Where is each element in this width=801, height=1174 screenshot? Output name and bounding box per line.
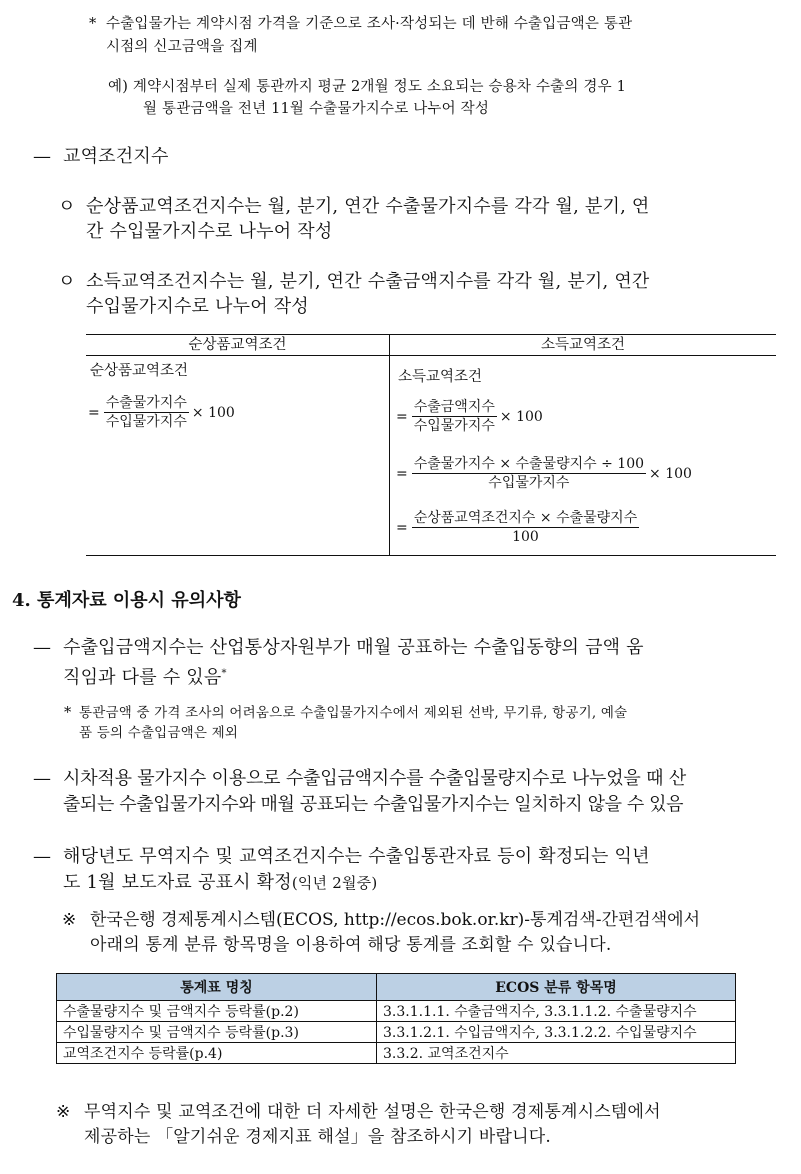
bottom-mark: ※: [56, 1102, 71, 1122]
table-cell: 수입물량지수 및 금액지수 등락률(p.3): [57, 1022, 377, 1043]
bottom-line2: 제공하는 「알기쉬운 경제지표 해설」을 참조하시기 바랍니다.: [84, 1127, 551, 1147]
ref-line2: 아래의 통계 분류 항목명을 이용하여 해당 통계를 조회할 수 있습니다.: [90, 935, 612, 955]
bullet2-line1: 소득교역조건지수는 월, 분기, 연간 수출금액지수를 각각 월, 분기, 연간: [86, 271, 650, 292]
formula-table: [86, 334, 776, 556]
table-row: [57, 1001, 736, 1022]
item3-line2: [63, 869, 377, 897]
item2-line1: 시차적용 물가지수 이용으로 수출입금액지수를 수출입물량지수로 나누었을 때 산: [63, 768, 687, 789]
dash: —: [33, 768, 52, 789]
item1-line2-text: 직임과 다를 수 있음: [63, 667, 222, 688]
table-header-cell: ECOS 분류 항목명: [377, 974, 736, 1001]
dash: —: [33, 637, 52, 658]
times-100: × 100: [499, 408, 543, 425]
equals-sign: =: [396, 465, 408, 482]
header-right: 소득교역조건: [540, 337, 626, 353]
reference-mark: ※: [62, 910, 77, 930]
note-star: *: [64, 705, 72, 721]
item3-line1: 해당년도 무역지수 및 교역조건지수는 수출입통관자료 등이 확정되는 익년: [63, 846, 650, 867]
dash: —: [33, 846, 52, 867]
top-note-line1: 수출입물가는 계약시점 가격을 기준으로 조사·작성되는 데 반해 수출입금액은 통관: [106, 16, 633, 32]
stat-table: [56, 973, 736, 1064]
example-line2: 월 통관금액을 전년 11월 수출물가지수로 나누어 작성: [143, 101, 490, 117]
item2-line2: 출되는 수출입물가지수와 매월 공표되는 수출입물가지수는 일치하지 않을 수 있음: [63, 794, 684, 815]
top-note-star: *: [89, 16, 97, 32]
table-cell: 3.3.1.2.1. 수입금액지수, 3.3.1.2.2. 수입물량지수: [377, 1022, 736, 1043]
r3-numerator: 순상품교역조건지수 × 수출물량지수: [413, 510, 638, 526]
right-formula-3: [396, 509, 639, 546]
bullet2-line2: 수입물가지수로 나누어 작성: [86, 296, 309, 317]
section-dash: —: [33, 146, 52, 167]
times-100: × 100: [649, 465, 692, 482]
right-formula-1: [396, 398, 543, 435]
r2-denominator: 수입물가지수: [488, 475, 570, 491]
table-cell: 수출물량지수 및 금액지수 등락률(p.2): [57, 1001, 377, 1022]
table-row: [57, 1043, 736, 1064]
table-header-row: [57, 974, 736, 1001]
section4-title: 4. 통계자료 이용시 유의사항: [12, 590, 241, 611]
item1-line1: 수출입금액지수는 산업통상자원부가 매월 공표하는 수출입동향의 금액 움: [63, 637, 644, 658]
item1-line2: [63, 660, 227, 691]
right-label: 소득교역조건: [398, 369, 483, 385]
equals-sign: =: [88, 404, 100, 421]
table-header-cell: 통계표 명칭: [57, 974, 377, 1001]
r1-numerator: 수출금액지수: [413, 399, 495, 415]
item3-line2-text: 도 1월 보도자료 공표시 확정: [63, 872, 292, 893]
item1-note-line2: 품 등의 수출입금액은 제외: [79, 725, 239, 741]
r2-numerator: 수출물가지수 × 수출물량지수 ÷ 100: [413, 456, 645, 472]
top-note-line2: 시점의 신고금액을 집계: [106, 39, 258, 55]
bullet-mark: ㅇ: [58, 271, 76, 292]
bullet1-line2: 간 수입물가지수로 나누어 작성: [86, 221, 333, 242]
equals-sign: =: [396, 519, 408, 536]
table-cell: 교역조건지수 등락률(p.4): [57, 1043, 377, 1064]
bullet-mark: ㅇ: [58, 196, 76, 217]
example-line1: 예) 계약시점부터 실제 통관까지 평균 2개월 정도 소요되는 승용차 수출의 경우 1: [108, 79, 627, 95]
table-cell: 3.3.1.1.1. 수출금액지수, 3.3.1.1.2. 수출물량지수: [377, 1001, 736, 1022]
equals-sign: =: [396, 408, 408, 425]
r3-denominator: 100: [512, 529, 539, 545]
right-formula-2: [396, 455, 692, 492]
header-left: 순상품교역조건: [188, 337, 287, 353]
table-cell: 3.3.2. 교역조건지수: [377, 1043, 736, 1064]
table-row: [57, 1022, 736, 1043]
left-numerator: 수출물가지수: [105, 395, 187, 411]
r1-denominator: 수입물가지수: [413, 418, 495, 434]
bottom-line1: 무역지수 및 교역조건에 대한 더 자세한 설명은 한국은행 경제통계시스템에서: [84, 1102, 661, 1122]
bullet1-line1: 순상품교역조건지수는 월, 분기, 연간 수출물가지수를 각각 월, 분기, 연: [86, 196, 650, 217]
ref-line1: 한국은행 경제통계시스템(ECOS, http://ecos.bok.or.kr)-통계검색-간편검색에서: [90, 910, 700, 930]
left-formula: [88, 394, 235, 431]
item3-paren: (익년 2월중): [291, 874, 378, 892]
times-100: × 100: [191, 404, 235, 421]
footnote-marker: *: [221, 668, 227, 679]
section-title-tot: 교역조건지수: [63, 146, 169, 167]
item1-note-line1: 통관금액 중 가격 조사의 어려움으로 수출입물가지수에서 제외된 선박, 무기류, 항공기, 예술: [79, 705, 628, 721]
left-denominator: 수입물가지수: [105, 414, 187, 430]
left-label: 순상품교역조건: [90, 363, 189, 379]
